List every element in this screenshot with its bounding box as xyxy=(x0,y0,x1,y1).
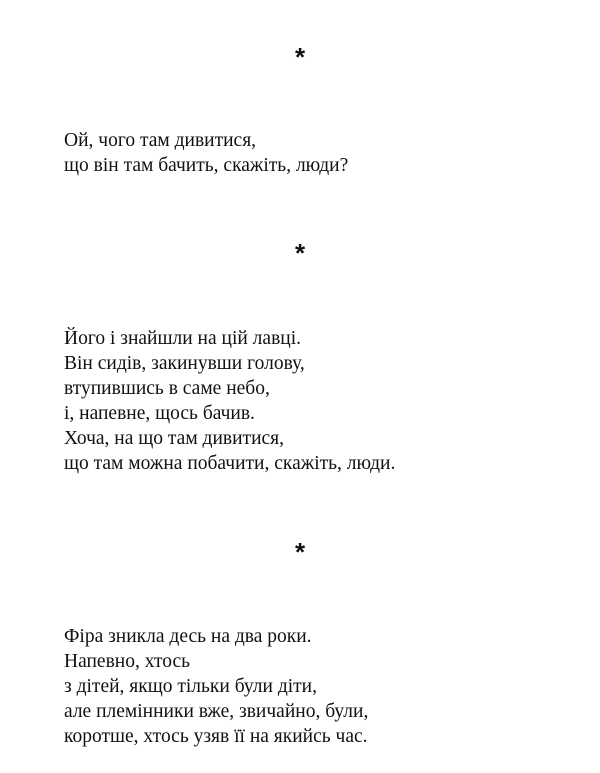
stanza-line: з дітей, якщо тільки були діти, xyxy=(64,676,317,697)
stanza-line: Фіра зникла десь на два роки. xyxy=(64,626,312,647)
stanza-line: що він там бачить, скажіть, люди? xyxy=(64,155,349,176)
stanza-line: але племінники вже, звичайно, були, xyxy=(64,701,369,722)
stanza-line: Ой, чого там дивитися, xyxy=(64,130,257,151)
stanza-line: і, напевне, щось бачив. xyxy=(64,403,255,424)
section-separator-3: * xyxy=(294,537,306,567)
stanza-line: Напевно, хтось xyxy=(64,651,191,672)
section-separator-2: * xyxy=(294,238,306,268)
stanza-3 xyxy=(64,624,368,749)
stanza-line: що там можна побачити, скажіть, люди. xyxy=(64,453,396,474)
stanza-2 xyxy=(64,326,395,476)
stanza-line: Хоча, на що там дивитися, xyxy=(64,428,285,449)
stanza-line: втупившись в саме небо, xyxy=(64,378,270,399)
stanza-line: коротше, хтось узяв її на якийсь час. xyxy=(64,726,368,747)
stanza-line: Його і знайшли на цій лавці. xyxy=(64,328,301,349)
stanza-1 xyxy=(64,128,348,178)
stanza-line: Він сидів, закинувши голову, xyxy=(64,353,305,374)
section-separator-1: * xyxy=(294,42,306,72)
